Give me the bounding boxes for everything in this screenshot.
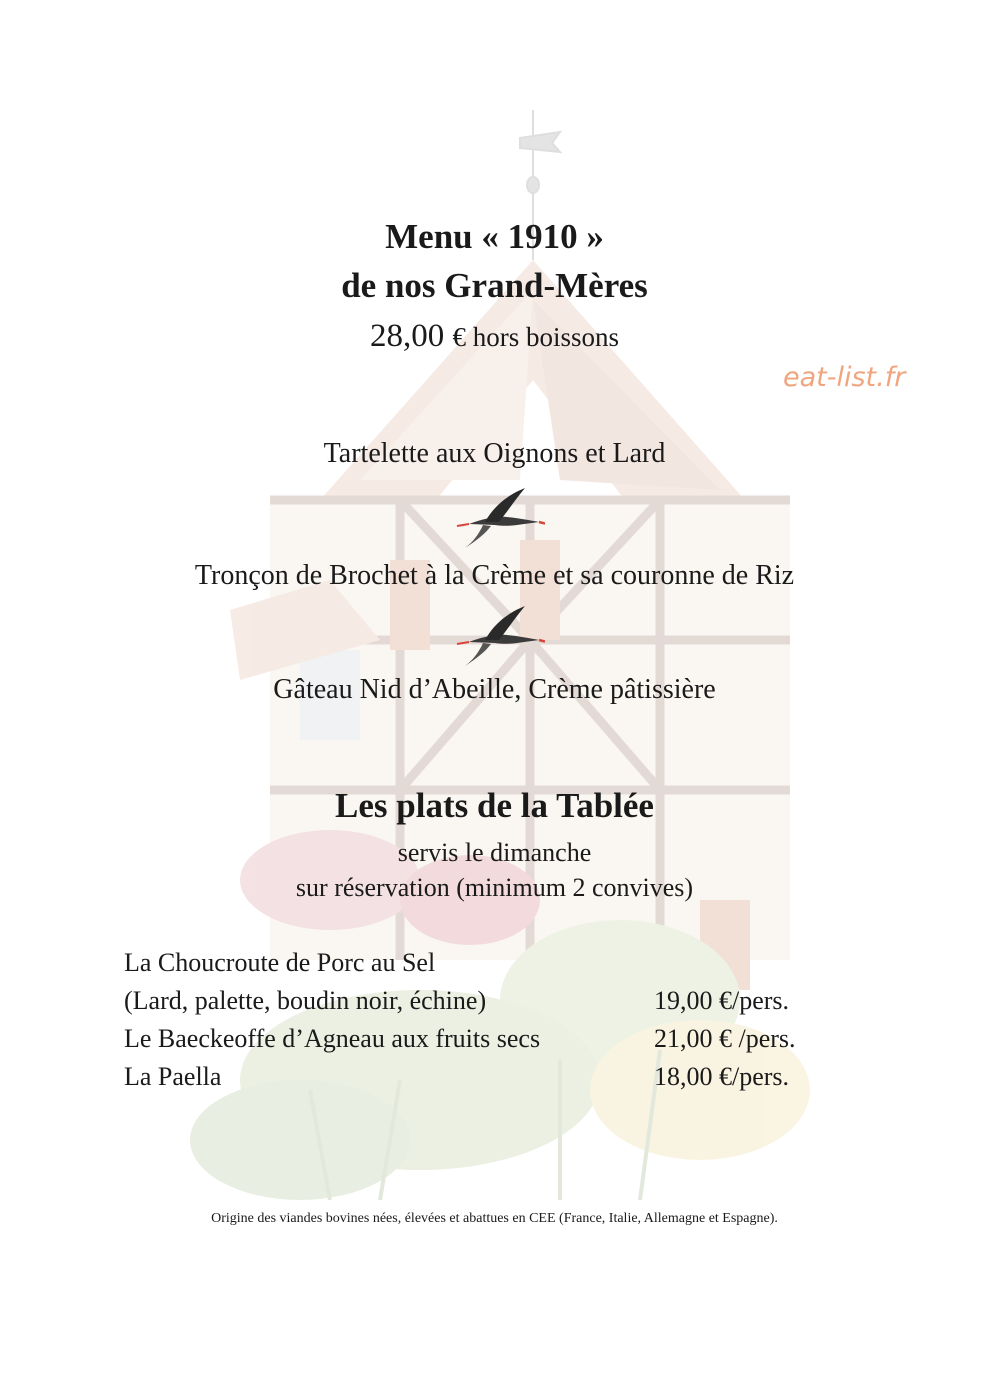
tablee-title: Les plats de la Tablée xyxy=(335,786,654,825)
tablee-item: (Lard, palette, boudin noir, échine) xyxy=(124,986,487,1015)
tablee-item: La Paella xyxy=(124,1062,222,1091)
menu-price-amount: 28,00 xyxy=(369,318,445,354)
menu-price-suffix: € hors boissons xyxy=(452,322,620,352)
menu-title: Menu « 1910 » xyxy=(385,217,604,256)
tablee-price: 21,00 € /pers. xyxy=(654,1024,796,1053)
menu-subtitle: de nos Grand-Mères xyxy=(341,266,648,305)
tablee-item: La Choucroute de Porc au Sel xyxy=(124,948,436,977)
stork-icon xyxy=(455,602,545,668)
tablee-price: 19,00 €/pers. xyxy=(654,986,790,1015)
watermark-text: eat-list.fr xyxy=(783,362,906,393)
course-dessert: Gâteau Nid d’Abeille, Crème pâtissière xyxy=(273,674,716,705)
tablee-item: Le Baeckeoffe d’Agneau aux fruits secs xyxy=(124,1024,541,1053)
stork-icon xyxy=(455,484,545,550)
course-main: Tronçon de Brochet à la Crème et sa couronne de Riz xyxy=(194,560,795,591)
menu-price xyxy=(0,318,989,355)
tablee-subtitle-2: sur réservation (minimum 2 convives) xyxy=(295,873,694,902)
footnote: Origine des viandes bovines nées, élevées et abattues en CEE (France, Italie, Allemagne et Espagne). xyxy=(211,1211,778,1226)
tablee-subtitle-1: servis le dimanche xyxy=(397,838,592,867)
course-starter: Tartelette aux Oignons et Lard xyxy=(323,438,666,469)
tablee-price: 18,00 €/pers. xyxy=(654,1062,790,1091)
